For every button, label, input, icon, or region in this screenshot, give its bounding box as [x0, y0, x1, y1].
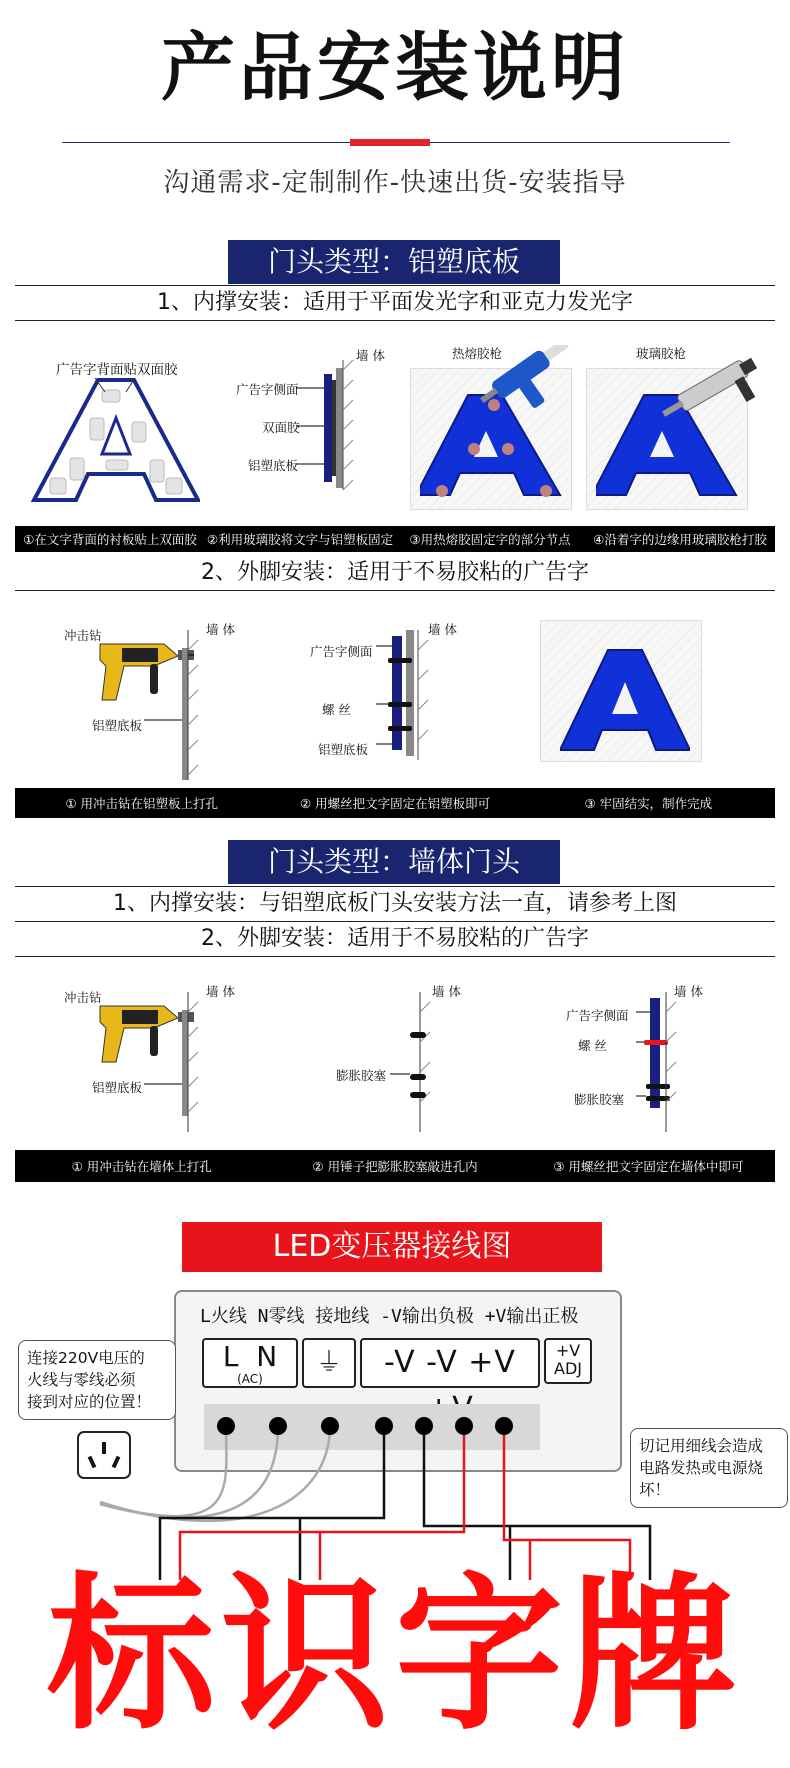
- fig2-board-label: 铝塑底板: [248, 458, 299, 473]
- adj-terminal: [544, 1338, 592, 1384]
- right-note-line-2: 电路发热或电源烧: [639, 1459, 764, 1477]
- screw-wall-section-figure: [636, 992, 696, 1142]
- step-1-2: ②利用玻璃胶将文字与铝塑板固定: [206, 532, 394, 547]
- step-1-3: ③用热熔胶固定字的部分节点: [409, 532, 571, 547]
- ln-terminal: [202, 1338, 298, 1388]
- page-title: 产品安装说明: [161, 25, 629, 111]
- step-3-3: ③ 用螺丝把文字固定在墙体中即可: [553, 1159, 744, 1174]
- screw-label-1: 螺 丝: [322, 702, 351, 717]
- glass-glue-figure: [596, 345, 776, 505]
- wiring-title: LED变压器接线图: [182, 1222, 602, 1272]
- letter-with-tape-figure: [30, 378, 200, 503]
- outer-install-title-1: 2、外脚安装：适用于不易胶粘的广告字: [15, 556, 775, 591]
- steps-bar-1: [15, 526, 775, 552]
- fig1-label: 广告字背面贴双面胶: [56, 362, 178, 378]
- output-terminals: -V -V +V: [360, 1338, 540, 1388]
- wall-label-5: 墙 体: [674, 984, 703, 999]
- step-3-1: ① 用冲击钻在墙体上打孔: [71, 1159, 212, 1174]
- drill-label-2: 冲击钻: [64, 990, 102, 1005]
- wall-label-4: 墙 体: [432, 984, 461, 999]
- outer-install-title-2: 2、外脚安装：适用于不易胶粘的广告字: [15, 922, 775, 957]
- header-accent: [350, 139, 430, 146]
- brand-big-text: 标识字牌: [47, 1557, 743, 1753]
- board-label-2: 铝塑底板: [318, 742, 369, 757]
- right-warning-note: [630, 1428, 788, 1508]
- anchor-label-2: 膨胀胶塞: [574, 1092, 625, 1107]
- n-label: N: [256, 1340, 278, 1373]
- inner-install-title-2: 1、内撑安装：与铝塑底板门头安装方法一直，请参考上图: [15, 886, 775, 922]
- wall-label-3: 墙 体: [206, 984, 235, 999]
- step-1-4: ④沿着字的边缘用玻璃胶枪打胶: [593, 532, 767, 547]
- fig2-side-label: 广告字侧面: [236, 382, 299, 397]
- left-note-line-2: 火线与零线必须: [27, 1371, 136, 1389]
- right-note-line-1: 切记用细线会造成: [639, 1437, 764, 1455]
- power-outlet-icon: [76, 1430, 132, 1480]
- screw-label-2: 螺 丝: [578, 1038, 607, 1053]
- left-note-line-1: 连接220V电压的: [27, 1349, 145, 1367]
- ground-terminal: ⏚: [302, 1338, 356, 1388]
- drill-figure-2: [94, 992, 224, 1142]
- left-warning-note: [18, 1340, 176, 1420]
- fig3-label: 热熔胶枪: [452, 346, 503, 361]
- fig4-label: 玻璃胶枪: [636, 346, 687, 361]
- terminal-caption: L火线 N零线 接地线 -V输出负极 +V输出正极: [200, 1306, 579, 1327]
- inner-install-title-1: 1、内撑安装：适用于平面发光字和亚克力发光字: [15, 285, 775, 321]
- steps-bar-3: [15, 1150, 775, 1182]
- steps-bar-2: [15, 788, 775, 818]
- step-2-3: ③ 牢固结实，制作完成: [584, 796, 713, 811]
- adj-top-label: +V: [555, 1341, 581, 1360]
- anchor-section-figure: [390, 992, 450, 1142]
- hot-glue-figure: [420, 345, 580, 505]
- ac-label: (AC): [237, 1372, 263, 1386]
- adj-bottom-label: ADJ: [554, 1359, 582, 1378]
- side-label-2: 广告字侧面: [566, 1008, 629, 1023]
- fig2-wall-label: 墙 体: [356, 348, 385, 363]
- page-subtitle: 沟通需求-定制制作-快速出货-安装指导: [163, 168, 627, 198]
- right-note-line-3: 坏！: [639, 1481, 671, 1499]
- drill-label-1: 冲击钻: [64, 628, 102, 643]
- board-label-1: 铝塑底板: [92, 718, 143, 733]
- screw-section-figure-1: [376, 630, 446, 760]
- wall-label-1: 墙 体: [206, 622, 235, 637]
- side-section-figure: [296, 360, 366, 490]
- fig2-tape-label: 双面胶: [262, 420, 300, 435]
- finished-letter-figure: [560, 630, 690, 760]
- step-2-2: ② 用螺丝把文字固定在铝塑板即可: [299, 796, 491, 811]
- anchor-label-1: 膨胀胶塞: [336, 1068, 387, 1083]
- side-label-1: 广告字侧面: [310, 644, 373, 659]
- step-1-1: ①在文字背面的衬板贴上双面胶: [23, 532, 197, 547]
- step-2-1: ① 用冲击钻在铝塑板上打孔: [65, 796, 218, 811]
- step-3-2: ② 用锤子把膨胀胶塞敲进孔内: [312, 1159, 478, 1174]
- door-type-label-1: 门头类型：铝塑底板: [228, 240, 560, 284]
- door-type-label-2: 门头类型：墙体门头: [228, 840, 560, 884]
- wall-label-2: 墙 体: [428, 622, 457, 637]
- l-label: L: [222, 1340, 239, 1373]
- board-label-3: 铝塑底板: [92, 1080, 143, 1095]
- drill-figure-1: [94, 630, 224, 780]
- left-note-line-3: 接到对应的位置！: [27, 1393, 152, 1411]
